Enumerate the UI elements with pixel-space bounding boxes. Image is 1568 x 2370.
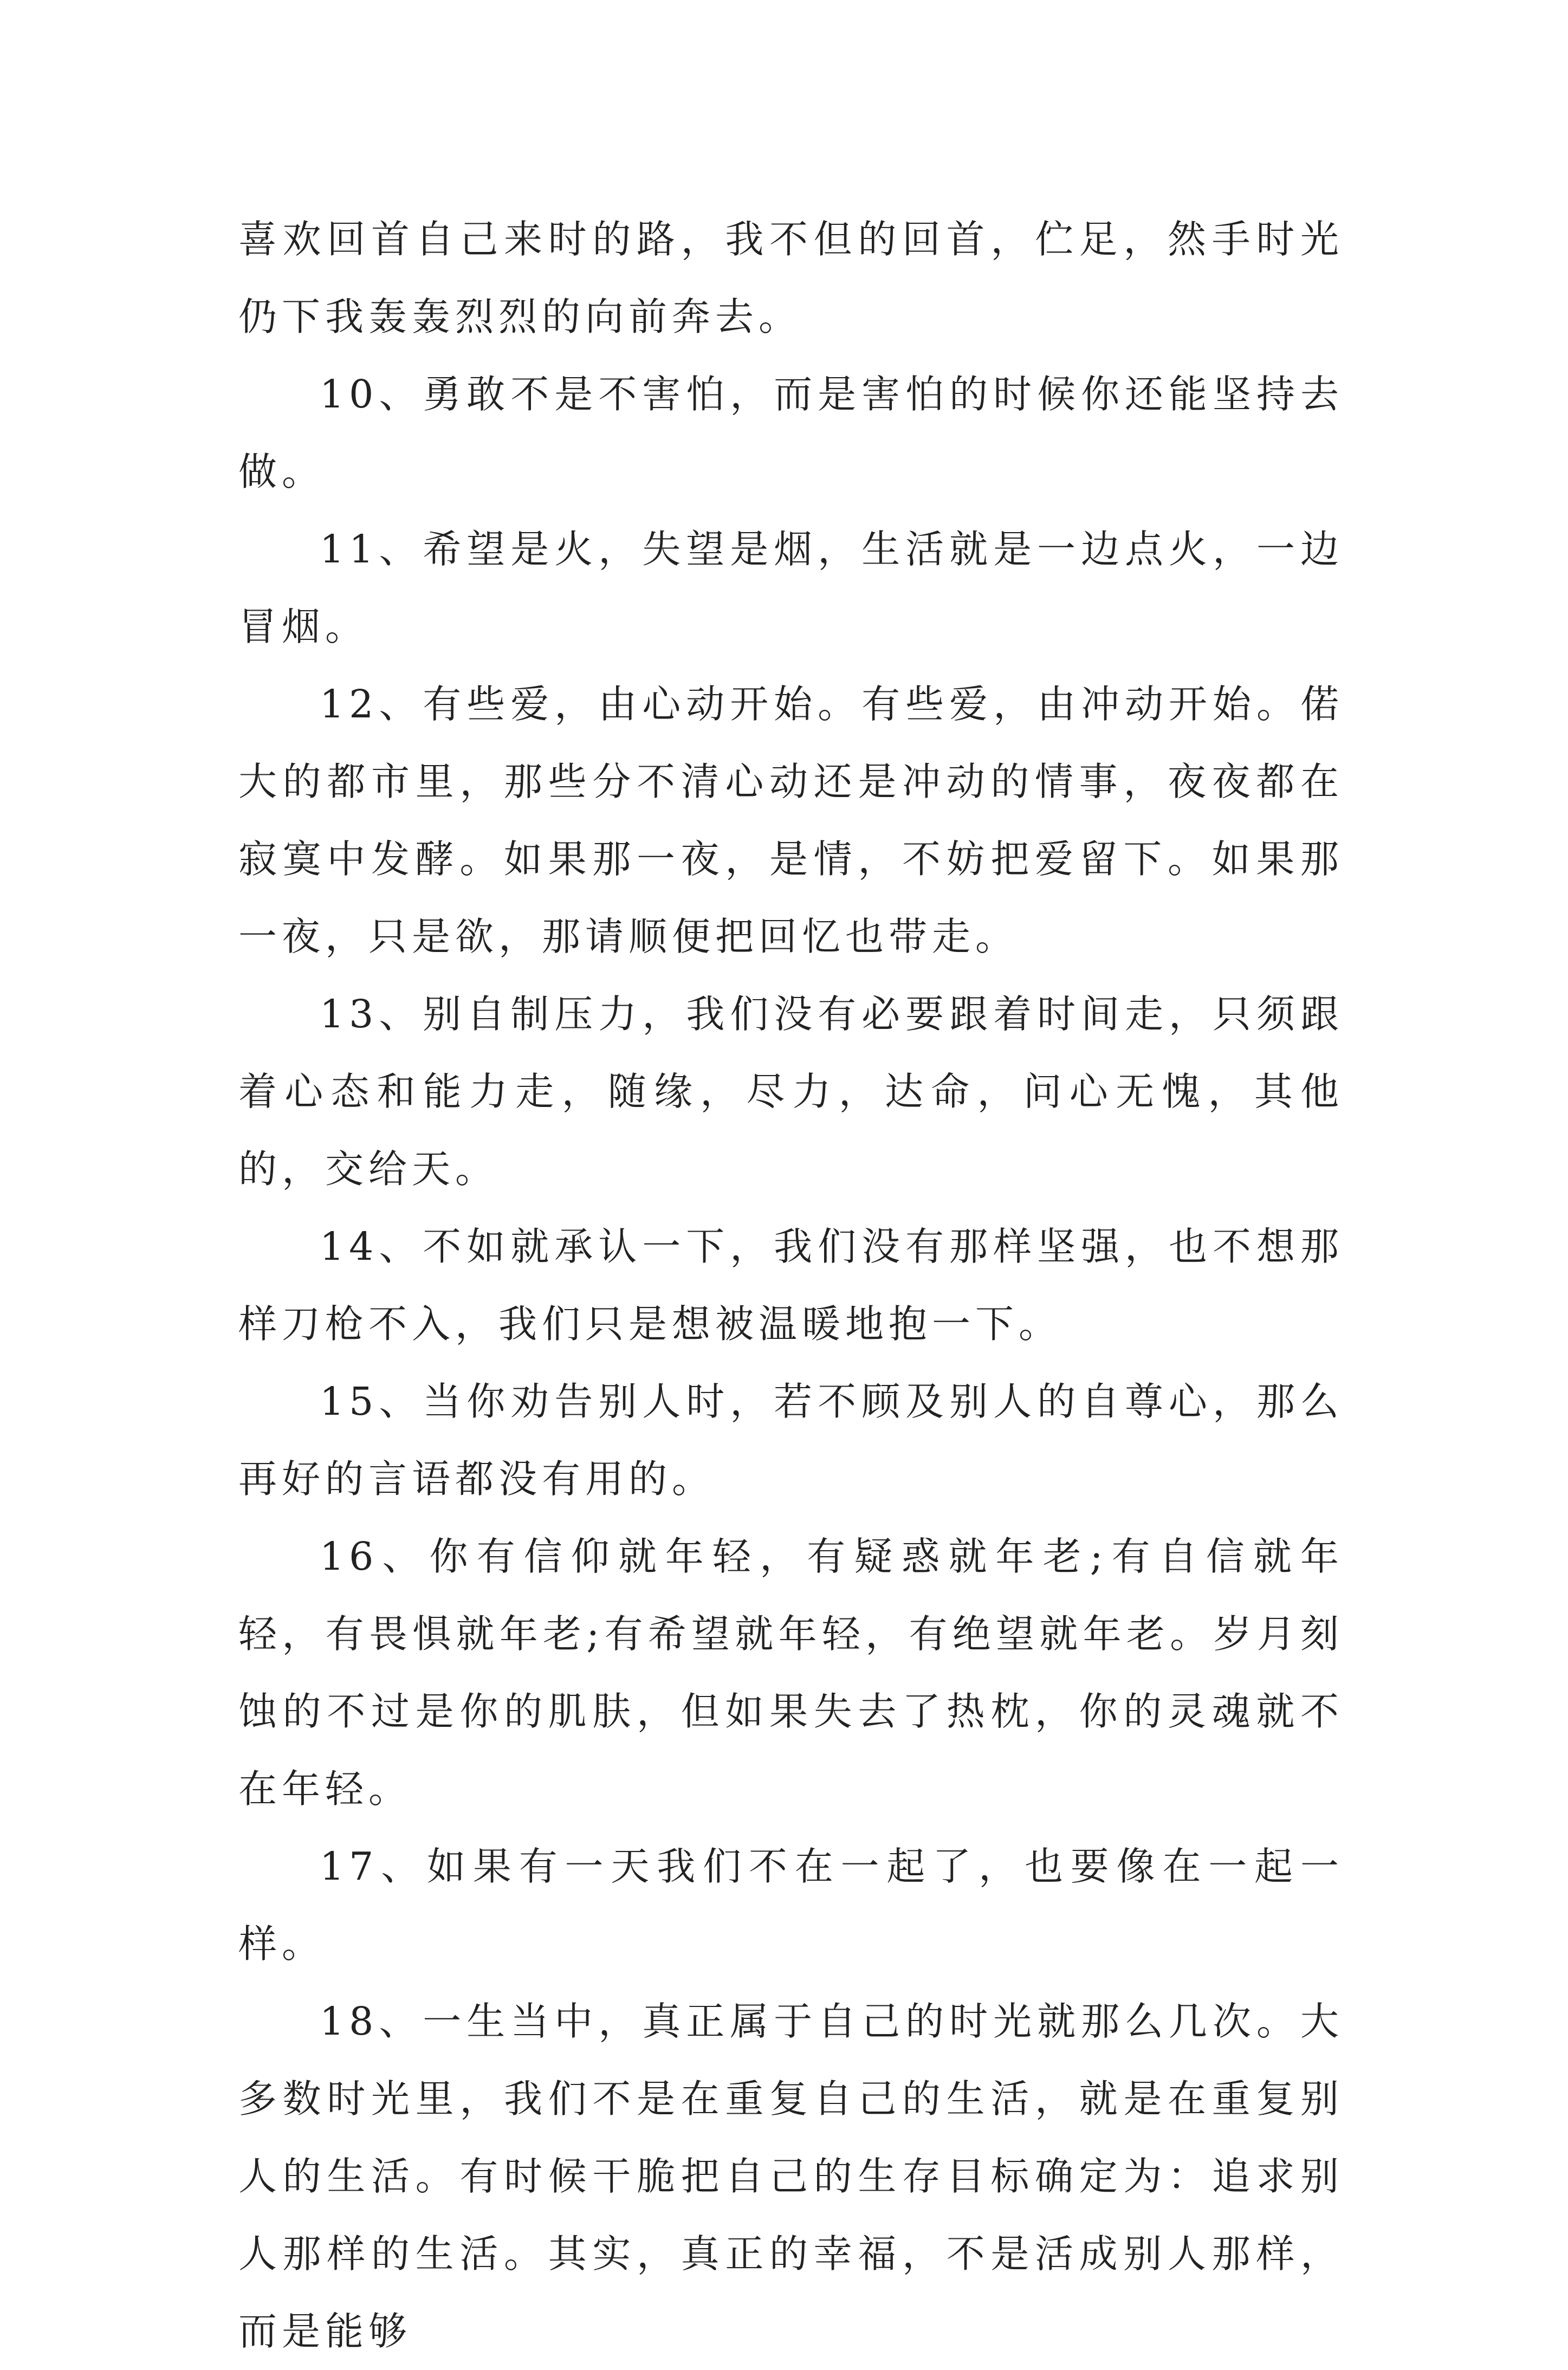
paragraph-18: 18、一生当中，真正属于自己的时光就那么几次。大多数时光里，我们不是在重复自己的生活，就是在重复别人的生活。有时候干脆把自己的生存目标确定为：追求别人那样的生活。其实，真正的幸福，不是活成别人那样，而是能够 [238, 1999, 1344, 2354]
paragraph-16: 16、你有信仰就年轻，有疑惑就年老;有自信就年轻，有畏惧就年老;有希望就年轻，有绝望就年老。岁月刻蚀的不过是你的肌肤，但如果失去了热枕，你的灵魂就不在年轻。 [238, 1534, 1344, 1811]
paragraph-14: 14、不如就承认一下，我们没有那样坚强，也不想那样刀枪不入，我们只是想被温暖地抱一下。 [238, 1224, 1344, 1346]
paragraph-13: 13、别自制压力，我们没有必要跟着时间走，只须跟着心态和能力走，随缘，尽力，达命，问心无愧，其他的，交给天。 [238, 992, 1344, 1192]
paragraph-15: 15、当你劝告别人时，若不顾及别人的自尊心，那么再好的言语都没有用的。 [238, 1379, 1344, 1501]
paragraph-continuation: 喜欢回首自己来时的路，我不但的回首，伫足，然手时光仍下我轰轰烈烈的向前奔去。 [238, 217, 1344, 339]
paragraph-11: 11、希望是火，失望是烟，生活就是一边点火，一边冒烟。 [238, 527, 1344, 649]
document-body [238, 200, 1344, 2370]
paragraph-12: 12、有些爱，由心动开始。有些爱，由冲动开始。偌大的都市里，那些分不清心动还是冲动的情事，夜夜都在寂寞中发酵。如果那一夜，是情，不妨把爱留下。如果那一夜，只是欲，那请顺便把回忆也带走。 [238, 682, 1344, 959]
paragraph-17: 17、如果有一天我们不在一起了，也要像在一起一样。 [238, 1844, 1344, 1966]
paragraph-10: 10、勇敢不是不害怕，而是害怕的时候你还能坚持去做。 [238, 372, 1344, 494]
